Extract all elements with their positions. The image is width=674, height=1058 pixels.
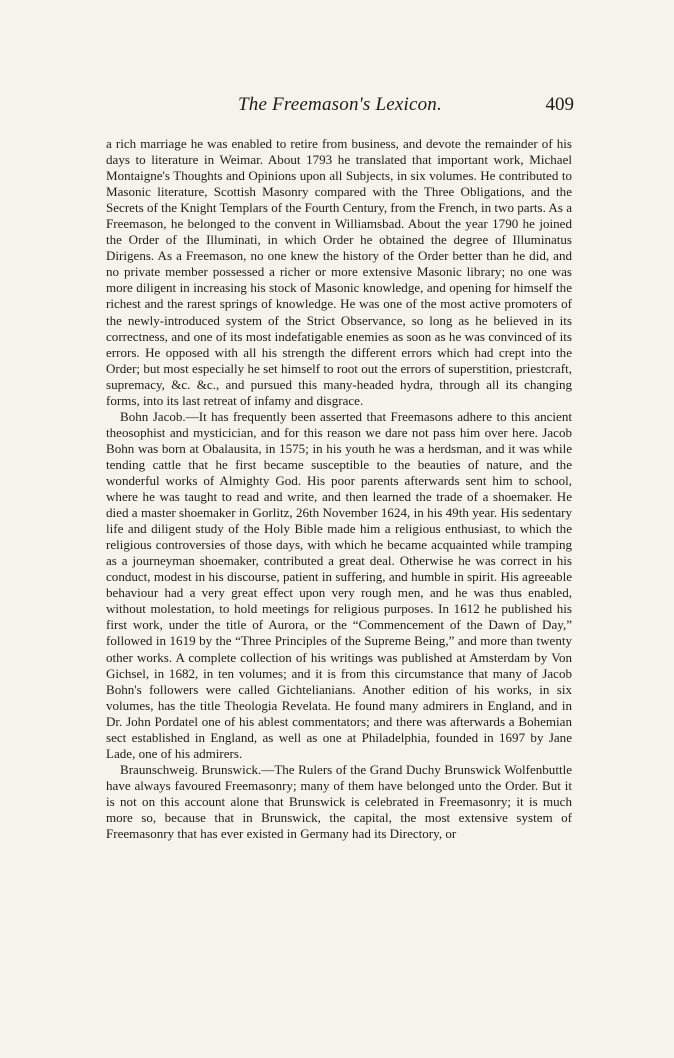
paragraph-continuation: a rich marriage he was enabled to retire from business, and devote the remainder of his days to literature in Weimar. About 1793 he translated that important work, Michael Montaigne's Thoughts and Opinions upon all Subjects, in six volumes. He contributed to Masonic literature, Scottish Masonry compared with the Three Obligations, and the Secrets of the Knight Templars of the Fourth Century, from the French, in two parts. As a Freemason, he belonged to the convent in Williamsbad. About the year 1790 he joined the Order of the Illuminati, in which Order he obtained the degree of Illuminatus Dirigens. As a Freemason, no one knew the history of the Order better than he did, and no private member possessed a richer or more extensive Masonic library; no one was more diligent in increasing his stock of Masonic knowledge, and opening for himself the richest and the rarest springs of knowledge. He was one of the most active promoters of the newly-introduced system of the Strict Observance, so long as he believed in its correctness, and one of its most indefatigable enemies as soon as he was convinced of its errors. He opposed with all his strength the different errors which had crept into the Order; but most especially he set himself to root out the errors of superstition, priestcraft, supremacy, &c. &c., and pursued this many-headed hydra, through all its changing forms, into its last retreat of infamy and disgrace.: [106, 136, 572, 408]
page-number: 409: [545, 94, 574, 115]
body-text: [106, 136, 572, 842]
page-header: [106, 94, 574, 122]
entry-bohn-jacob: Bohn Jacob.—It has frequently been asserted that Freemasons adhere to this ancient theosophist and mysticician, and for this reason we dare not pass him over here. Jacob Bohn was born at Obalausita, in 1575; in his youth he was a herdsman, and it was while tending cattle that he first became susceptible to the beauties of nature, and the wonderful works of Almighty God. His poor parents afterwards sent him to school, where he was taught to read and write, and then learned the trade of a shoemaker. He died a master shoemaker in Gorlitz, 26th November 1624, in his 49th year. His sedentary life and diligent study of the Holy Bible made him a religious enthusiast, to which the religious controversies of those days, with which he became acquainted while tramping as a journeyman shoemaker, contributed a great deal. Otherwise he was correct in his conduct, modest in his discourse, patient in suffering, and humble in spirit. His agreeable behaviour had a very great effect upon very rough men, and he was thus enabled, without molestation, to hold meetings for religious purposes. In 1612 he published his first work, under the title of Aurora, or the “Commencement of the Dawn of Day,” followed in 1619 by the “Three Principles of the Supreme Being,” and more than twenty other works. A complete collection of his writings was published at Amsterdam by Von Gichsel, in 1682, in ten volumes; and it is from this circumstance that many of Jacob Bohn's followers were called Gichtelianians. Another edition of his works, in six volumes, has the title Theologia Revelata. He found many admirers in England, and in Dr. John Pordatel one of his ablest commentators; and there was afterwards a Bohemian sect established in England, as well as one at Philadelphia, founded in 1697 by Jane Lade, one of his admirers.: [106, 408, 572, 761]
running-title: The Freemason's Lexicon.: [238, 94, 442, 115]
entry-braunschweig: Braunschweig. Brunswick.—The Rulers of the Grand Duchy Brunswick Wolfenbuttle have always favoured Freemasonry; many of them have belonged unto the Order. But it is not on this account alone that Brunswick is celebrated in Freemasonry; it is much more so, because that in Brunswick, the capital, the most extensive system of Freemasonry that has ever existed in Germany had its Directory, or: [106, 761, 572, 842]
